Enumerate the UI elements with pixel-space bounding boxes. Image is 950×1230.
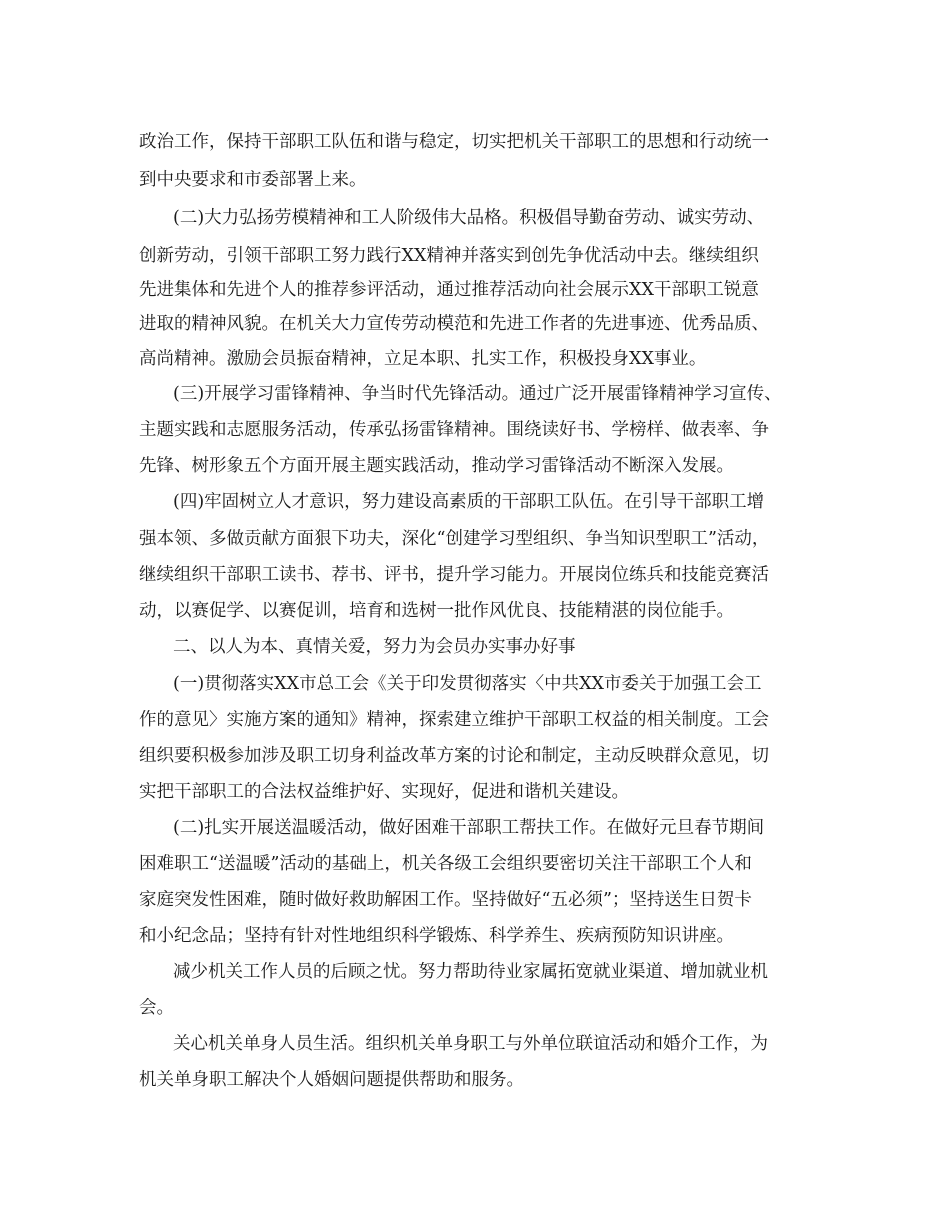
paragraph-start-line: (三)开展学习雷锋精神、争当时代先锋活动。通过广泛开展雷锋精神学习宣传、: [173, 384, 782, 404]
text-line: 强本领、多做贡献方面狠下功夫，深化“创建学习型组织、争当知识型职工”活动，: [139, 529, 770, 549]
paragraph-start-line: 关心机关单身人员生活。组织机关单身职工与外单位联谊活动和婚介工作，为: [173, 1034, 768, 1054]
text-line: 困难职工“送温暖”活动的基础上，机关各级工会组织要密切关注干部职工个人和: [139, 854, 752, 874]
text-line: 会。: [139, 998, 174, 1018]
text-line: 政治工作，保持干部职工队伍和谐与稳定，切实把机关干部职工的思想和行动统一: [139, 132, 769, 152]
paragraph-start-line: (一)贯彻落实XX市总工会《关于印发贯彻落实〈中共XX市委关于加强工会工: [173, 674, 762, 694]
text-line: 到中央要求和市委部署上来。: [139, 170, 367, 190]
text-line: 机关单身职工解决个人婚姻问题提供帮助和服务。: [139, 1070, 524, 1090]
paragraph-start-line: (二)大力弘扬劳模精神和工人阶级伟大品格。积极倡导勤奋劳动、诚实劳动、: [173, 208, 765, 228]
text-line: 先锋、树形象五个方面开展主题实践活动，推动学习雷锋活动不断深入发展。: [139, 456, 734, 476]
text-line: 家庭突发性困难，随时做好救助解困工作。坚持做好“五必须”；坚持送生日贺卡: [139, 890, 752, 910]
text-line: 创新劳动，引领干部职工努力践行XX精神并落实到创先争优活动中去。继续组织: [139, 246, 759, 266]
text-line: 动，以赛促学、以赛促训，培育和选树一批作风优良、技能精湛的岗位能手。: [139, 601, 734, 621]
text-line: 实把干部职工的合法权益维护好、实现好，促进和谐机关建设。: [139, 782, 629, 802]
text-line: 继续组织干部职工读书、荐书、评书，提升学习能力。开展岗位练兵和技能竞赛活: [139, 565, 769, 585]
text-line: 进取的精神风貌。在机关大力宣传劳动模范和先进工作者的先进事迹、优秀品质、: [139, 314, 769, 334]
section-heading: 二、以人为本、真情关爱，努力为会员办实事办好事: [173, 637, 576, 657]
text-line: 先进集体和先进个人的推荐参评活动，通过推荐活动向社会展示XX干部职工锐意: [139, 280, 759, 300]
text-line: 主题实践和志愿服务活动，传承弘扬雷锋精神。围绕读好书、学榜样、做表率、争: [139, 420, 769, 440]
paragraph-start-line: 减少机关工作人员的后顾之忧。努力帮助待业家属拓宽就业渠道、增加就业机: [173, 962, 768, 982]
text-line: 作的意见〉实施方案的通知》精神，探索建立维护干部职工权益的相关制度。工会: [139, 710, 769, 730]
text-line: 和小纪念品；坚持有针对性地组织科学锻炼、科学养生、疾病预防知识讲座。: [139, 926, 734, 946]
text-line: 高尚精神。激励会员振奋精神，立足本职、扎实工作，积极投身XX事业。: [139, 349, 707, 369]
paragraph-start-line: (四)牢固树立人才意识，努力建设高素质的干部职工队伍。在引导干部职工增: [173, 492, 765, 512]
text-line: 组织要积极参加涉及职工切身利益改革方案的讨论和制定，主动反映群众意见，切: [139, 746, 769, 766]
paragraph-start-line: (二)扎实开展送温暖活动，做好困难干部职工帮扶工作。在做好元旦春节期间: [173, 818, 765, 838]
